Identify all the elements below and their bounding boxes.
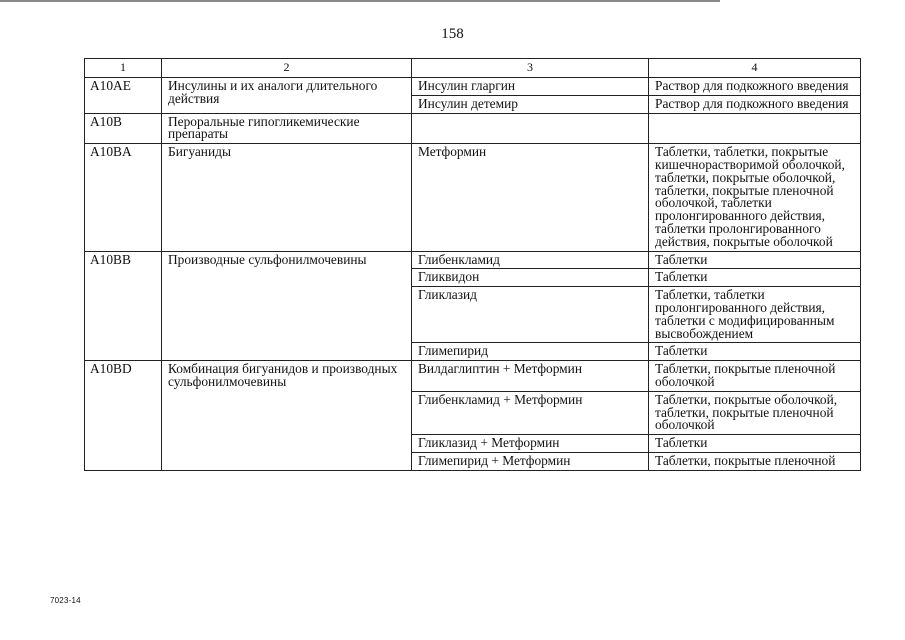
dosage-form-cell: Таблетки, таблетки, покрытые кишечнорастворимой оболочкой, таблетки, покрытые оболочкой, таблетки, покрытые пленочной оболочкой, таблетки пролонгированного действия, таблетки пролонгированного действия, покрытые оболочкой xyxy=(649,144,861,251)
drug-name-cell: Инсулин гларгин xyxy=(412,78,649,96)
table-row xyxy=(85,251,861,269)
atc-code-cell: A10BB xyxy=(85,251,162,361)
table-row xyxy=(85,113,861,144)
atc-code-cell: A10BD xyxy=(85,361,162,471)
group-name-cell: Комбинация бигуанидов и производных сульфонилмочевины xyxy=(162,361,412,471)
atc-code-cell: A10B xyxy=(85,113,162,144)
drug-name-cell xyxy=(412,113,649,144)
drug-name-cell: Инсулин детемир xyxy=(412,95,649,113)
dosage-form-cell: Таблетки, покрытые оболочкой, таблетки, покрытые пленочной оболочкой xyxy=(649,391,861,434)
document-stamp: 7023-14 xyxy=(50,596,81,605)
table-row xyxy=(85,78,861,96)
drug-name-cell: Гликлазид + Метформин xyxy=(412,435,649,453)
dosage-form-cell: Таблетки xyxy=(649,251,861,269)
group-name-cell: Производные сульфонилмочевины xyxy=(162,251,412,361)
column-header-3: 3 xyxy=(412,59,649,78)
drug-classification-table xyxy=(84,58,861,471)
dosage-form-cell: Таблетки xyxy=(649,435,861,453)
drug-name-cell: Глибенкламид xyxy=(412,251,649,269)
atc-code-cell: A10AE xyxy=(85,78,162,114)
page-number: 158 xyxy=(441,26,464,42)
dosage-form-cell: Таблетки xyxy=(649,269,861,287)
drug-name-cell: Вилдаглиптин + Метформин xyxy=(412,361,649,392)
drug-name-cell: Глибенкламид + Метформин xyxy=(412,391,649,434)
drug-name-cell: Глимепирид + Метформин xyxy=(412,452,649,470)
drug-name-cell: Гликлазид xyxy=(412,287,649,343)
dosage-form-cell: Таблетки, таблетки пролонгированного действия, таблетки с модифицированным высвобождением xyxy=(649,287,861,343)
drug-name-cell: Гликвидон xyxy=(412,269,649,287)
dosage-form-cell: Раствор для подкожного введения xyxy=(649,78,861,96)
column-header-4: 4 xyxy=(649,59,861,78)
drug-name-cell: Метформин xyxy=(412,144,649,251)
atc-code-cell: A10BA xyxy=(85,144,162,251)
group-name-cell: Пероральные гипогликемические препараты xyxy=(162,113,412,144)
table-row xyxy=(85,144,861,251)
dosage-form-cell: Таблетки xyxy=(649,343,861,361)
top-scan-rule xyxy=(0,0,720,2)
dosage-form-cell: Таблетки, покрытые пленочной оболочкой xyxy=(649,361,861,392)
table-header-row xyxy=(85,59,861,78)
table-row xyxy=(85,361,861,392)
dosage-form-cell: Таблетки, покрытые пленочной xyxy=(649,452,861,470)
column-header-2: 2 xyxy=(162,59,412,78)
column-header-1: 1 xyxy=(85,59,162,78)
group-name-cell: Бигуаниды xyxy=(162,144,412,251)
dosage-form-cell xyxy=(649,113,861,144)
dosage-form-cell: Раствор для подкожного введения xyxy=(649,95,861,113)
group-name-cell: Инсулины и их аналоги длительного действия xyxy=(162,78,412,114)
drug-name-cell: Глимепирид xyxy=(412,343,649,361)
